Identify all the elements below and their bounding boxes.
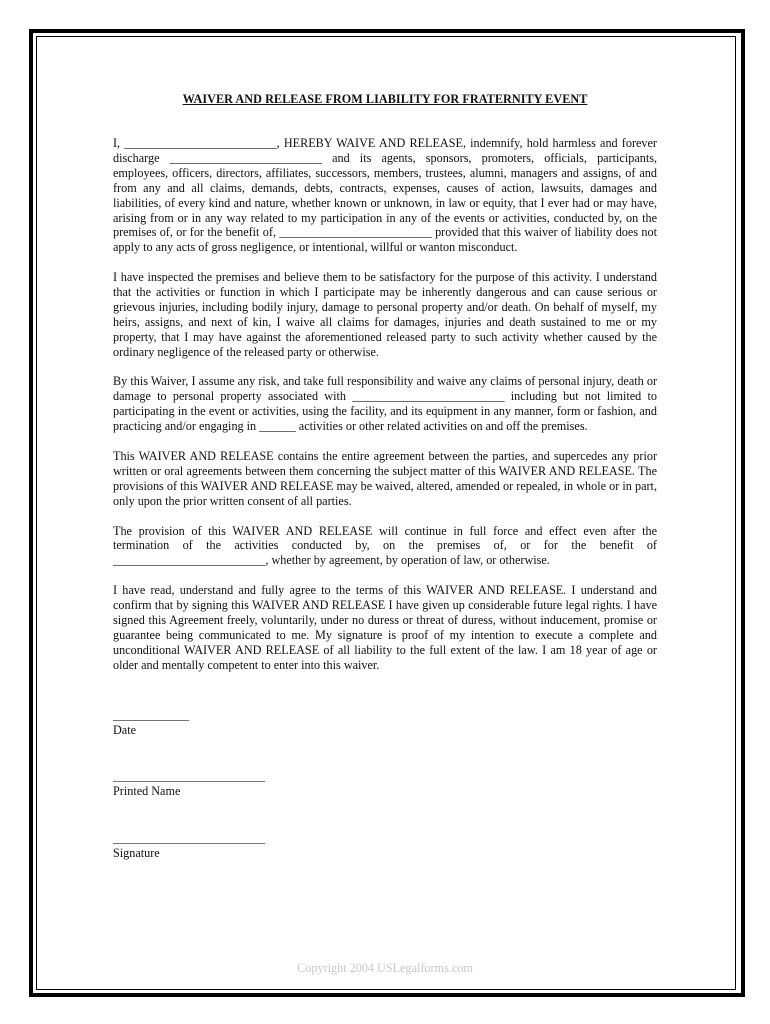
signature-block [113,705,657,862]
document-title: WAIVER AND RELEASE FROM LIABILITY FOR FRATERNITY EVENT [182,92,588,106]
date-label: Date [113,722,137,737]
printed-name-line[interactable] [113,766,265,782]
paragraph-assumption-of-risk: By this Waiver, I assume any risk, and take full responsibility and waive any claims of personal injury, death or damage to personal property associated with _________________________ including but not limited to participating in the event or activities, using the facility, and its equipment in any manner, form or fashion, and practicing and/or engaging in ______ activities or other related activities on and off the premises. [113,374,657,434]
signature-line[interactable] [113,828,265,844]
signature-label: Signature [113,846,160,861]
printed-name-label: Printed Name [113,784,181,799]
paragraph-continuation: The provision of this WAIVER AND RELEASE will continue in full force and effect even after the termination of the activities conducted by, on the premises of, or for the benefit of _________________________, whether by agreement, by operation of law, or otherwise. [113,523,657,568]
paragraph-release: I, _________________________, HEREBY WAIVE AND RELEASE, indemnify, hold harmless and forever discharge _________________________ and its agents, sponsors, promoters, officials, participants, employees, officers, directors, affiliates, successors, members, trustees, alumni, managers and assigns, of and from any and all claims, demands, debts, contracts, expenses, causes of action, lawsuits, damages and liabilities, of every kind and nature, whether known or unknown, in law or equity, that I ever had or may have, arising from or in any way related to my participation in any of the events or activities, conducted by, on the premises of, or for the benefit of, _________________________ provided that this waiver of liability does not apply to any acts of gross negligence, or intentional, willful or wanton misconduct. [113,136,657,255]
date-field[interactable] [113,705,657,738]
printed-name-field[interactable] [113,766,657,799]
signature-field[interactable] [113,828,657,861]
paragraph-inspection: I have inspected the premises and believe them to be satisfactory for the purpose of this activity. I understand that the activities or function in which I participate may be inherently dangerous and can cause serious or grievous injuries, including bodily injury, damage to personal property and/or death. On behalf of myself, my heirs, assigns, and next of kin, I waive all claims for damages, injuries and death sustained to me or my property, that I may have against the aforementioned released party to such activity whether caused by the ordinary negligence of the released party or otherwise. [113,270,657,359]
copyright-footer: Copyright 2004 USLegalforms.com [297,961,473,975]
paragraph-acknowledgement: I have read, understand and fully agree to the terms of this WAIVER AND RELEASE. I understand and confirm that by signing this WAIVER AND RELEASE I have given up considerable future legal rights. I have signed this Agreement freely, voluntarily, under no duress or threat of duress, without inducement, promise or guarantee being communicated to me. My signature is proof of my intention to execute a complete and unconditional WAIVER AND RELEASE of all liability to the full extent of the law. I am 18 year of age or older and mentally competent to enter into this waiver. [113,583,657,672]
document-body [113,92,657,861]
date-line[interactable] [113,705,189,721]
paragraph-entire-agreement: This WAIVER AND RELEASE contains the entire agreement between the parties, and supercedes any prior written or oral agreements between them concerning the subject matter of this WAIVER AND RELEASE. The provisions of this WAIVER AND RELEASE may be waived, altered, amended or repealed, in whole or in part, only upon the prior written consent of all parties. [113,448,657,508]
